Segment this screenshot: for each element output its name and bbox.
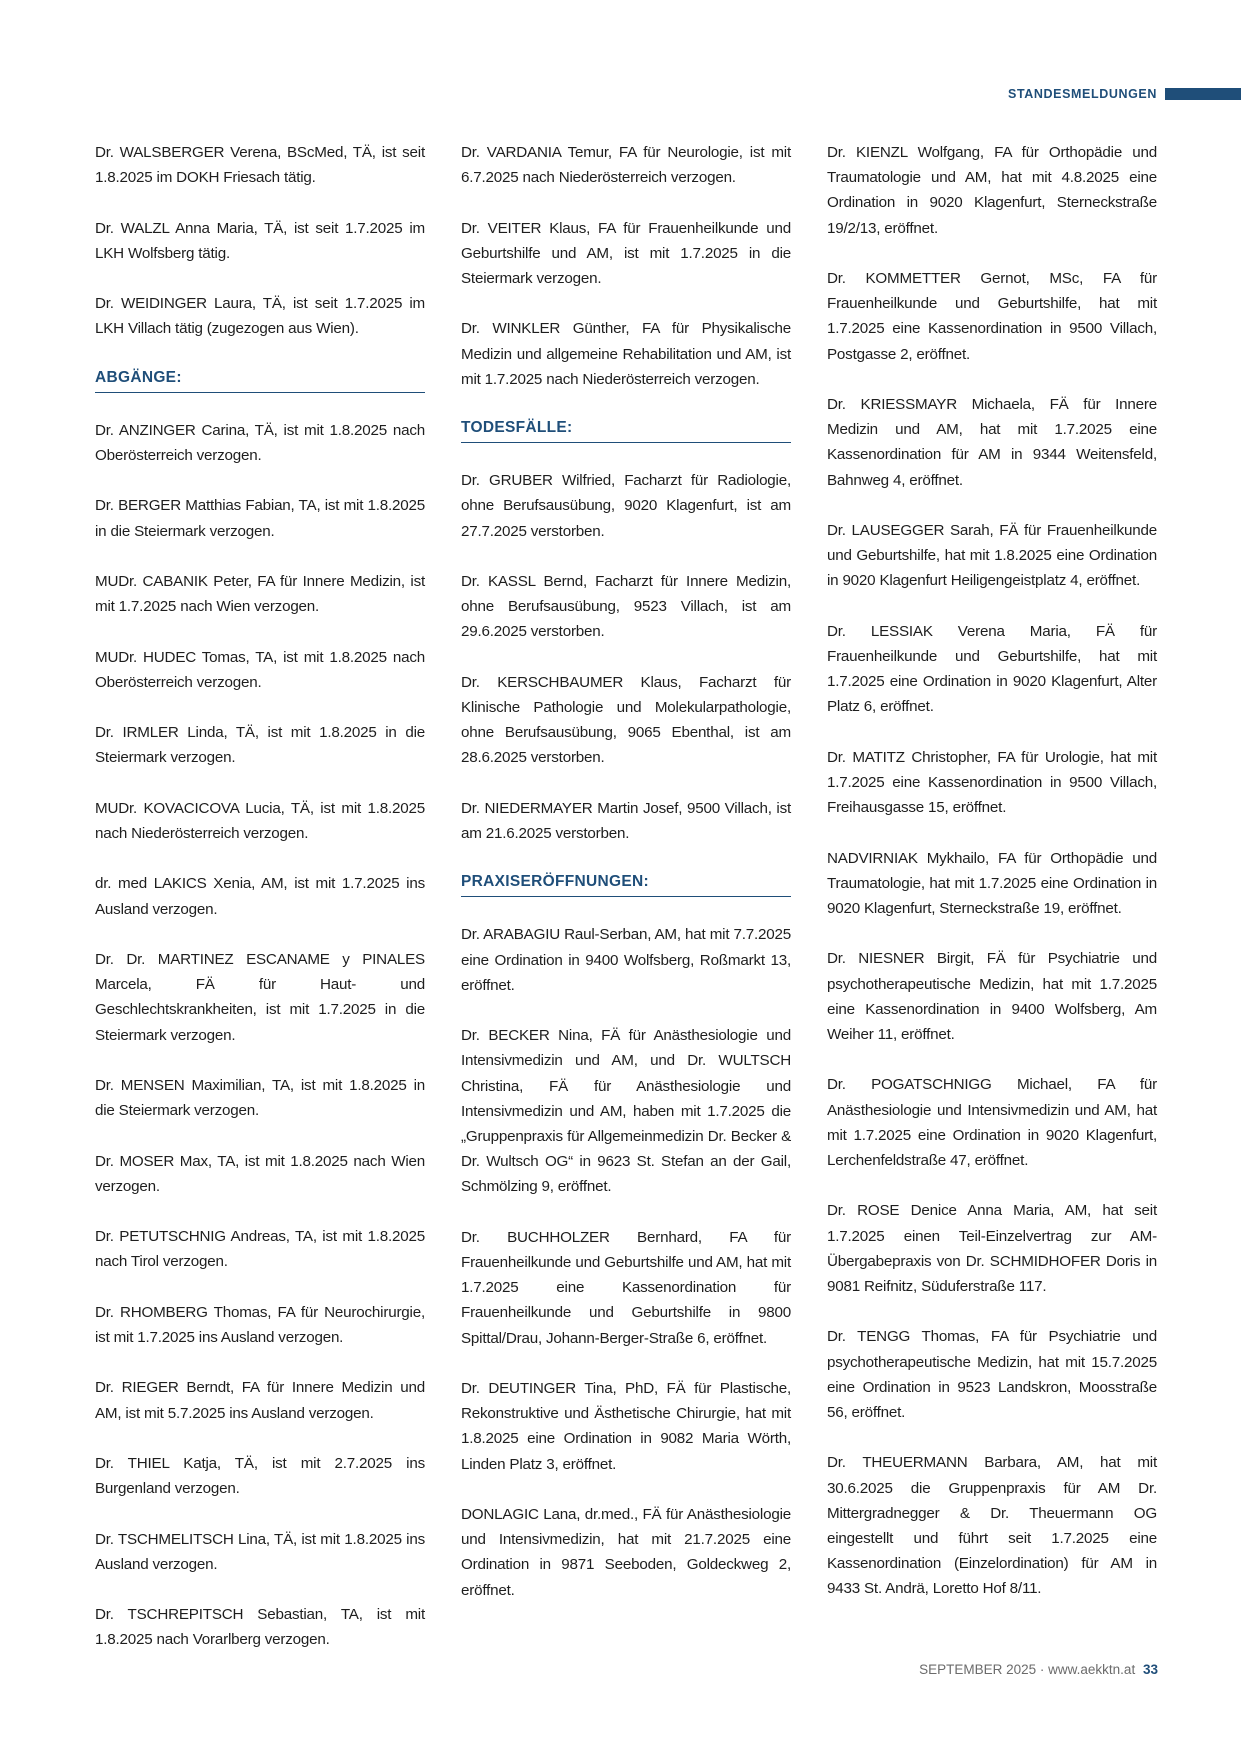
entry: Dr. LESSIAK Verena Maria, FÄ für Frauenheilkunde und Geburtshilfe, hat mit 1.7.2025 eine Ordination in 9020 Klagenfurt, Alter Platz 6, eröffnet.: [827, 622, 1157, 716]
entry: Dr. BECKER Nina, FÄ für Anästhesiologie und Intensivmedizin und AM, und Dr. WULTSCH Christina, FÄ für Anästhesiologie und Intensivmedizin und AM, haben mit 1.7.2025 die „Gruppenpraxis für Allgemeinmedizin Dr. Becker & Dr. Wultsch OG“ in 9623 St. Stefan an der Gail, Schmölzing 9, eröffnet.: [461, 1027, 791, 1196]
page-number: 33: [1142, 1662, 1158, 1677]
entry: Dr. MENSEN Maximilian, TA, ist mit 1.8.2025 in die Steiermark verzogen.: [95, 1076, 425, 1120]
entry: Dr. Dr. MARTINEZ ESCANAME y PINALES Marcela, FÄ für Haut- und Geschlechtskrankheiten, ist mit 1.7.2025 in die Steiermark verzogen.: [95, 950, 425, 1044]
entry: Dr. WEIDINGER Laura, TÄ, ist seit 1.7.2025 im LKH Villach tätig (zugezogen aus Wien).: [95, 295, 425, 338]
entry: Dr. VEITER Klaus, FA für Frauenheilkunde und Geburtshilfe und AM, ist mit 1.7.2025 in die Steiermark verzogen.: [461, 219, 791, 287]
entry: Dr. TSCHMELITSCH Lina, TÄ, ist mit 1.8.2025 ins Ausland verzogen.: [95, 1530, 425, 1573]
entry: Dr. MATITZ Christopher, FA für Urologie, hat mit 1.7.2025 eine Kassenordination in 9500 Villach, Freihausgasse 15, eröffnet.: [827, 748, 1157, 817]
entry: dr. med LAKICS Xenia, AM, ist mit 1.7.2025 ins Ausland verzogen.: [95, 875, 425, 918]
entry: Dr. PETUTSCHNIG Andreas, TA, ist mit 1.8.2025 nach Tirol verzogen.: [95, 1228, 425, 1271]
entry: Dr. KIENZL Wolfgang, FA für Orthopädie und Traumatologie und AM, hat mit 4.8.2025 eine Ordination in 9020 Klagenfurt, Sterneckstraße 19/2/13, eröffnet.: [827, 144, 1157, 237]
heading-abgaenge: ABGÄNGE:: [95, 367, 425, 393]
entry: Dr. WALSBERGER Verena, BScMed, TÄ, ist seit 1.8.2025 im DOKH Friesach tätig.: [95, 144, 425, 187]
entry: Dr. LAUSEGGER Sarah, FÄ für Frauenheilkunde und Geburtshilfe, hat mit 1.8.2025 eine Ordination in 9020 Klagenfurt Heiligengeistplatz 4, eröffnet.: [827, 522, 1157, 590]
entry: Dr. NIEDERMAYER Martin Josef, 9500 Villach, ist am 21.6.2025 verstorben.: [461, 799, 791, 842]
section-accent-bar: [1165, 88, 1241, 100]
entry: MUDr. HUDEC Tomas, TA, ist mit 1.8.2025 nach Oberösterreich verzogen.: [95, 648, 425, 691]
entry: Dr. ARABAGIU Raul-Serban, AM, hat mit 7.7.2025 eine Ordination in 9400 Wolfsberg, Roßmarkt 13, eröffnet.: [461, 926, 791, 994]
entry: Dr. NIESNER Birgit, FÄ für Psychiatrie und psychotherapeutische Medizin, hat mit 1.7.2025 eine Kassenordination in 9400 Wolfsberg, Am Weiher 11, eröffnet.: [827, 950, 1157, 1043]
entry: Dr. KASSL Bernd, Facharzt für Innere Medizin, ohne Berufsausübung, 9523 Villach, ist am 29.6.2025 verstorben.: [461, 572, 791, 641]
entry: Dr. TSCHREPITSCH Sebastian, TA, ist mit 1.8.2025 nach Vorarlberg verzogen.: [95, 1606, 425, 1649]
entry: Dr. IRMLER Linda, TÄ, ist mit 1.8.2025 in die Steiermark verzogen.: [95, 724, 425, 767]
entry: Dr. ROSE Denice Anna Maria, AM, hat seit 1.7.2025 einen Teil-Einzelvertrag zur AM-Übergabepraxis von Dr. SCHMIDHOFER Doris in 9081 Reifnitz, Süduferstraße 117.: [827, 1202, 1157, 1295]
entry: Dr. KOMMETTER Gernot, MSc, FA für Frauenheilkunde und Geburtshilfe, hat mit 1.7.2025 eine Kassenordination in 9500 Villach, Postgasse 2, eröffnet.: [827, 270, 1157, 363]
heading-todesfaelle: TODESFÄLLE:: [461, 417, 791, 443]
entry: Dr. THEUERMANN Barbara, AM, hat mit 30.6.2025 die Gruppenpraxis für AM Dr. Mittergradnegger & Dr. Theuermann OG eingestellt und führt seit 1.7.2025 eine Kassenordination (Einzelordination) für AM in 9433 St. Andrä, Loretto Hof 8/11.: [827, 1454, 1157, 1598]
entry: Dr. GRUBER Wilfried, Facharzt für Radiologie, ohne Berufsausübung, 9020 Klagenfurt, ist am 27.7.2025 verstorben.: [461, 472, 791, 540]
entry: MUDr. CABANIK Peter, FA für Innere Medizin, ist mit 1.7.2025 nach Wien verzogen.: [95, 572, 425, 616]
footer-issue: SEPTEMBER 2025 · www.aekktn.at: [919, 1662, 1136, 1677]
section-label: STANDESMELDUNGEN: [1008, 87, 1157, 101]
entry: Dr. KRIESSMAYR Michaela, FÄ für Innere Medizin und AM, hat mit 1.7.2025 eine Kassenordination für AM in 9344 Weitensfeld, Bahnweg 4, eröffnet.: [827, 396, 1157, 489]
entry: Dr. BUCHHOLZER Bernhard, FA für Frauenheilkunde und Geburtshilfe und AM, hat mit 1.7.2025 eine Kassenordination für Frauenheilkunde und Geburtshilfe in 9800 Spittal/Drau, Johann-Berger-Straße 6, eröffnet.: [461, 1228, 791, 1347]
entry: Dr. VARDANIA Temur, FA für Neurologie, ist mit 6.7.2025 nach Niederösterreich verzogen.: [461, 144, 791, 187]
entry: Dr. THIEL Katja, TÄ, ist mit 2.7.2025 ins Burgenland verzogen.: [95, 1454, 425, 1498]
entry: Dr. ANZINGER Carina, TÄ, ist mit 1.8.2025 nach Oberösterreich verzogen.: [95, 421, 425, 464]
section-header: [1008, 86, 1241, 102]
column-2: [461, 140, 791, 1628]
entry: Dr. WALZL Anna Maria, TÄ, ist seit 1.7.2025 im LKH Wolfsberg tätig.: [95, 219, 425, 262]
entry: Dr. WINKLER Günther, FA für Physikalische Medizin und allgemeine Rehabilitation und AM, ist mit 1.7.2025 nach Niederösterreich verzogen.: [461, 320, 791, 388]
entry: DONLAGIC Lana, dr.med., FÄ für Anästhesiologie und Intensivmedizin, hat mit 21.7.2025 eine Ordination in 9871 Seeboden, Goldeckweg 2, eröffnet.: [461, 1505, 791, 1599]
entry: Dr. BERGER Matthias Fabian, TA, ist mit 1.8.2025 in die Steiermark verzogen.: [95, 497, 425, 540]
entry: Dr. KERSCHBAUMER Klaus, Facharzt für Klinische Pathologie und Molekularpathologie, ohne Berufsausübung, 9065 Ebenthal, ist am 28.6.2025 verstorben.: [461, 673, 791, 767]
entry: Dr. POGATSCHNIGG Michael, FA für Anästhesiologie und Intensivmedizin und AM, hat mit 1.7.2025 eine Ordination in 9020 Klagenfurt, Lerchenfeldstraße 47, eröffnet.: [827, 1076, 1157, 1169]
page-footer: [919, 1662, 1158, 1677]
entry: Dr. RHOMBERG Thomas, FA für Neurochirurgie, ist mit 1.7.2025 ins Ausland verzogen.: [95, 1303, 425, 1346]
entry: Dr. RIEGER Berndt, FA für Innere Medizin und AM, ist mit 5.7.2025 ins Ausland verzogen.: [95, 1379, 425, 1422]
entry: MUDr. KOVACICOVA Lucia, TÄ, ist mit 1.8.2025 nach Niederösterreich verzogen.: [95, 799, 425, 842]
column-3: [827, 140, 1157, 1627]
heading-praxiseroeffnungen: PRAXISERÖFFNUNGEN:: [461, 871, 791, 897]
entry: Dr. MOSER Max, TA, ist mit 1.8.2025 nach Wien verzogen.: [95, 1152, 425, 1195]
entry: Dr. DEUTINGER Tina, PhD, FÄ für Plastische, Rekonstruktive und Ästhetische Chirurgie, hat mit 1.8.2025 eine Ordination in 9082 Maria Wörth, Linden Platz 3, eröffnet.: [461, 1379, 791, 1473]
entry: NADVIRNIAK Mykhailo, FA für Orthopädie und Traumatologie, hat mit 1.7.2025 eine Ordination in 9020 Klagenfurt, Sterneckstraße 19, eröffnet.: [827, 849, 1157, 917]
column-1: [95, 140, 425, 1678]
entry: Dr. TENGG Thomas, FA für Psychiatrie und psychotherapeutische Medizin, hat mit 15.7.2025 eine Ordination in 9523 Landskron, Moosstraße 56, eröffnet.: [827, 1328, 1157, 1421]
